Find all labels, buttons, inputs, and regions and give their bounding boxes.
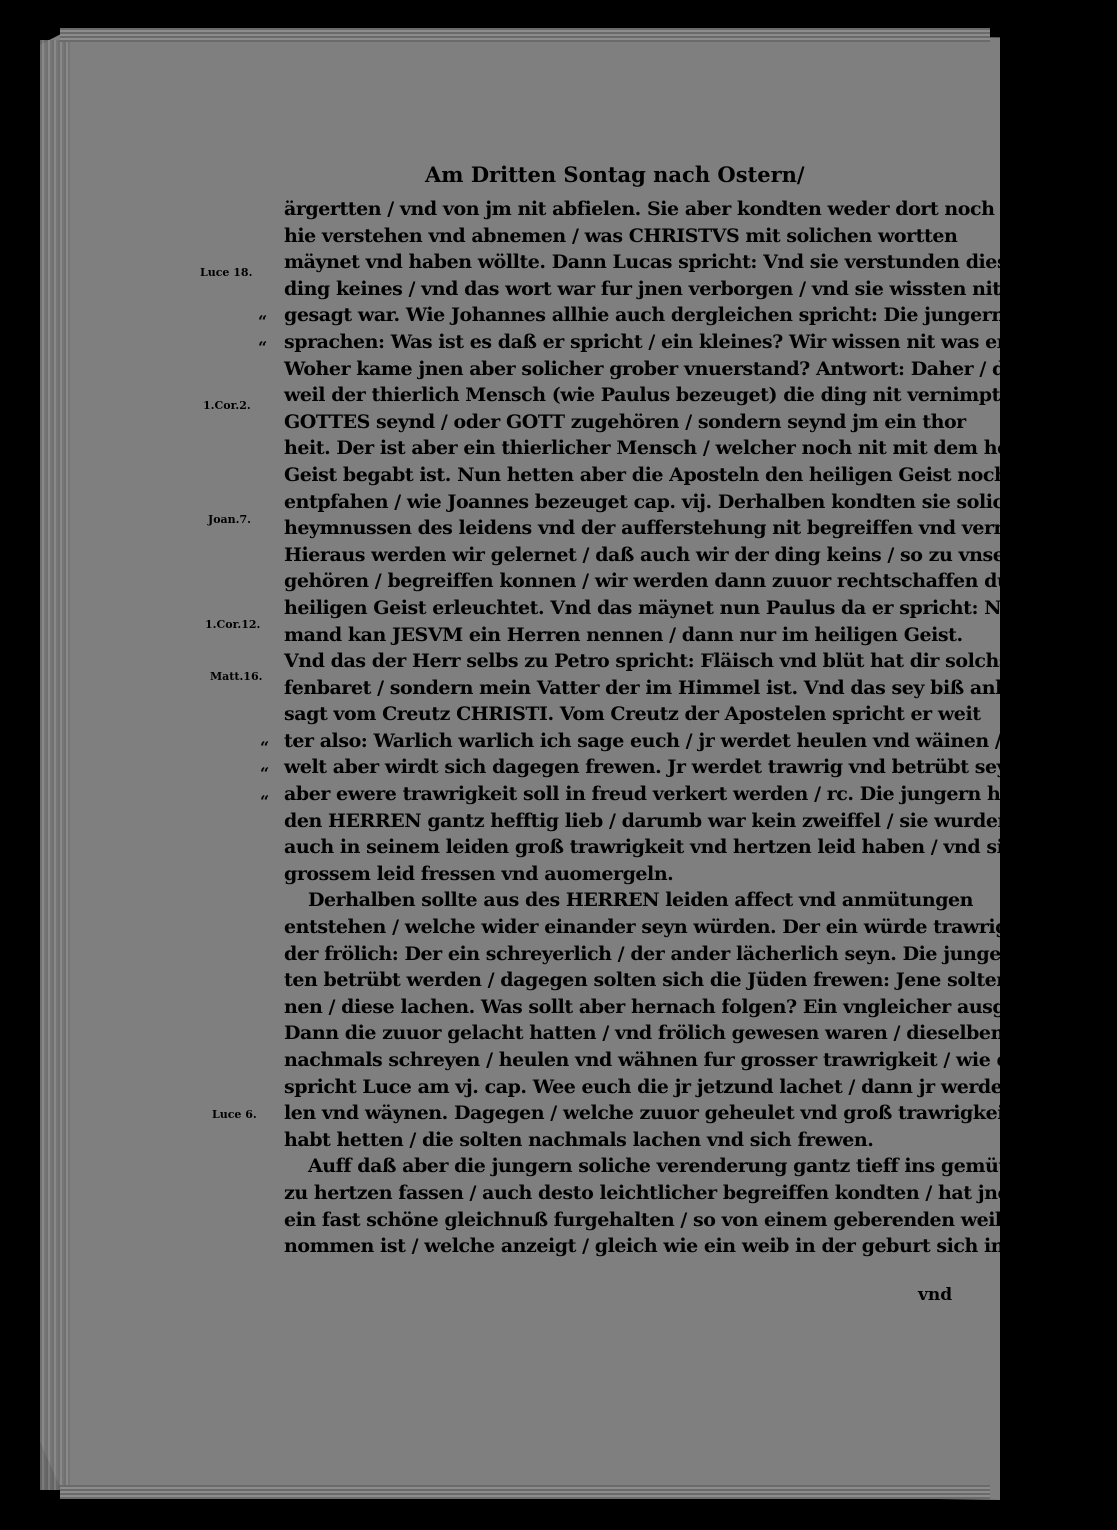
text-line: Hieraus werden wir gelernet / daß auch wir der ding keins / so zu vnserem heil (284, 543, 1090, 566)
text-line: GOTTES seynd / oder GOTT zugehören / sondern seynd jm ein thor (284, 410, 966, 433)
catchword: vnd (918, 1285, 953, 1305)
text-line: gesagt war. Wie Johannes allhie auch dergleichen spricht: Die jungern (284, 304, 1005, 327)
text-line: heit. Der ist aber ein thierlicher Mensch / welcher noch nit mit dem heiligen (284, 437, 1067, 460)
margin-note-john-7: Joan.7. (208, 513, 251, 526)
margin-note-luke-18: Luce 18. (200, 266, 253, 279)
text-line: mäynet vnd haben wöllte. Dann Lucas spricht: Vnd sie verstunden dieser (284, 251, 1029, 274)
quote-mark: “ (258, 312, 268, 331)
text-line: ein fast schöne gleichnuß furgehalten / so von einem geberenden weib ge (284, 1208, 1039, 1231)
text-line: Derhalben sollte aus des HERREN leiden affect vnd anmütungen (308, 889, 974, 912)
text-line: fenbaret / sondern mein Vatter der im Himmel ist. Vnd das sey biß anher ge (284, 676, 1061, 699)
margin-note-luke-6: Luce 6. (212, 1108, 257, 1121)
page-number (285, 162, 355, 176)
quote-mark: “ (260, 738, 270, 757)
text-line: nen / diese lachen. Was sollt aber hernach folgen? Ein vngleicher ausgang. (284, 995, 1050, 1018)
text-line: entstehen / welche wider einander seyn würden. Der ein würde trawrig / der an (284, 916, 1093, 939)
text-line: sprachen: Was ist es daß er spricht / ein kleines? Wir wissen nit was er redt. (284, 330, 1062, 353)
text-line: der frölich: Der ein schreyerlich / der ander lächerlich seyn. Die jungern soll (284, 942, 1066, 965)
text-line: zu hertzen fassen / auch desto leichtlicher begreiffen kondten / hat jnen der Herr (284, 1181, 1117, 1204)
text-line: heiligen Geist erleuchtet. Vnd das mäynet nun Paulus da er spricht: Nie (284, 596, 1020, 619)
text-line: ding keines / vnd das wort war fur jnen verborgen / vnd sie wissten nit / was das (284, 277, 1099, 300)
text-line: Auff daß aber die jungern soliche verenderung gantz tieff ins gemüt vnd (308, 1155, 1050, 1178)
text-line: Vnd das der Herr selbs zu Petro spricht: Fläisch vnd blüt hat dir solchs nit of (284, 650, 1070, 673)
text-line: auch in seinem leiden groß trawrigkeit vnd hertzen leid haben / vnd sich fur (284, 836, 1065, 859)
text-line: nachmals schreyen / heulen vnd wähnen fur grosser trawrigkeit / wie der Herr (284, 1049, 1085, 1071)
text-line: len vnd wäynen. Dagegen / welche zuuor geheulet vnd groß trawrigkeit ge (284, 1102, 1043, 1125)
text-line: ärgertten / vnd von jm nit abfielen. Sie aber kondten weder dort noch all (284, 198, 1027, 220)
margin-note-1-cor-2: 1.Cor.2. (203, 399, 251, 412)
page-edge-bottom (60, 1485, 990, 1499)
text-line: nommen ist / welche anzeigt / gleich wie ein weib in der geburt sich in grosse (284, 1235, 1078, 1258)
text-line: den HERREN gantz hefftig lieb / darumb war kein zweiffel / sie wurden (284, 809, 1011, 832)
running-title: Am Dritten Sontag nach Ostern/ (425, 162, 805, 187)
text-line: hie verstehen vnd abnemen / was CHRISTVS mit solichen wortten (284, 224, 958, 247)
page-edge-left (40, 40, 70, 1490)
quote-mark: “ (260, 764, 270, 783)
text-line: Geist begabt ist. Nun hetten aber die Aposteln den heiligen Geist noch nit (284, 463, 1042, 486)
quote-mark: “ (258, 338, 268, 357)
text-line: heymnussen des leidens vnd der aufferstehung nit begreiffen vnd vernemen. (284, 517, 1070, 540)
quote-mark: “ (260, 792, 270, 811)
text-line: Woher kame jnen aber solicher grober vnuerstand? Antwort: Daher / die (284, 357, 1024, 380)
text-line: mand kan JESVM ein Herren nennen / dann nur im heiligen Geist. (284, 623, 963, 646)
page-edge-top (60, 28, 990, 42)
text-line: entpfahen / wie Joannes bezeuget cap. vij. Derhalben kondten sie soliche ge (284, 490, 1060, 513)
text-line: sagt vom Creutz CHRISTI. Vom Creutz der Apostelen spricht er weit (284, 703, 981, 726)
body-text (284, 196, 1117, 1260)
text-line: gehören / begreiffen konnen / wir werden dann zuuor rechtschaffen durch den (284, 570, 1089, 593)
text-line: welt aber wirdt sich dagegen frewen. Jr werdet trawrig vnd betrübt seyn / (284, 756, 1034, 779)
text-line: Dann die zuuor gelacht hatten / vnd frölich gewesen waren / dieselben solten (284, 1022, 1073, 1045)
text-line: ten betrübt werden / dagegen solten sich die Jüden frewen: Jene solten wäy (284, 969, 1055, 992)
text-line: spricht Luce am vj. cap. Wee euch die jr jetzund lachet / dann jr werdet heu (284, 1075, 1056, 1098)
text-line: habt hetten / die solten nachmals lachen vnd sich frewen. (284, 1128, 874, 1151)
margin-note-matt-16: Matt.16. (210, 670, 263, 683)
margin-note-1-cor-12: 1.Cor.12. (205, 618, 261, 631)
text-line: ter also: Warlich warlich ich sage euch / jr werdet heulen vnd wäinen / die (284, 729, 1039, 752)
text-line: aber ewere trawrigkeit soll in freud verkert werden / rc. Die jungern hetten (284, 783, 1054, 806)
text-line: weil der thierlich Mensch (wie Paulus bezeuget) die ding nit vernimpt so (284, 384, 1029, 407)
text-line: grossem leid fressen vnd auomergeln. (284, 862, 674, 885)
